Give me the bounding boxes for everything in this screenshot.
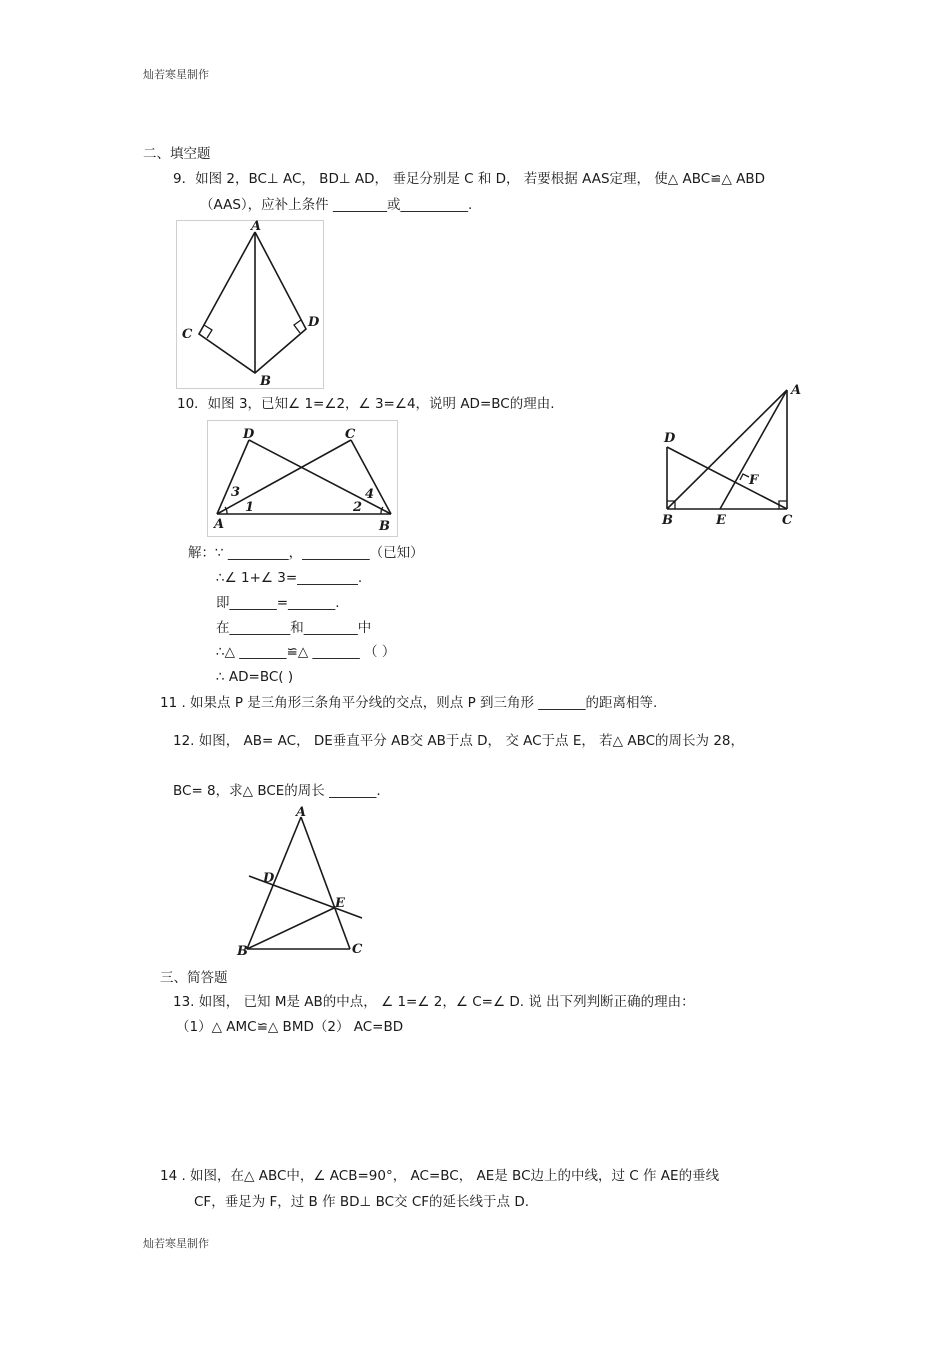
q12-line1: 12. 如图， AB= AC， DE垂直平分 AB交 AB于点 D， 交 AC于点 E， 若△ ABC的周长为 28， xyxy=(173,733,745,749)
q10-solution-line5: ∴△ _______≌△ _______ （ ） xyxy=(216,644,396,660)
fig12-label-c: C xyxy=(352,942,363,957)
fig3-label-b: B xyxy=(379,519,390,534)
section-title-short-answer: 三、简答题 xyxy=(160,970,228,986)
fig12-label-e: E xyxy=(335,896,345,911)
fig2-label-c: C xyxy=(182,327,193,342)
fig2-label-b: B xyxy=(260,374,271,389)
fig3-angle-4: 4 xyxy=(365,487,375,502)
fig2-label-a: A xyxy=(251,220,262,234)
q10-solution-line1: 解：∵ _________，__________（已知） xyxy=(188,545,424,561)
figure-q14 xyxy=(660,380,805,530)
q13-line2: （1）△ AMC≌△ BMD（2） AC=BD xyxy=(176,1019,404,1035)
fig12-label-d: D xyxy=(263,871,275,886)
q10-solution-line2: ∴∠ 1+∠ 3=_________. xyxy=(216,570,363,586)
fig12-label-a: A xyxy=(296,805,307,820)
q14-line2: CF，垂足为 F，过 B 作 BD⊥ BC交 CF的延长线于点 D. xyxy=(194,1194,530,1210)
q10-solution-line4: 在_________和________中 xyxy=(216,620,372,636)
fig3-angle-1: 1 xyxy=(245,500,255,515)
figure-q12 xyxy=(235,805,370,960)
q12-line2: BC= 8，求△ BCE的周长 _______. xyxy=(173,783,381,799)
q11-text: 11 . 如果点 P 是三角形三条角平分线的交点，则点 P 到三角形 _______的距离相等. xyxy=(160,695,658,711)
figure-2 xyxy=(176,220,326,390)
q10-solution-line6: ∴ AD=BC( ) xyxy=(216,669,294,685)
q9-line1: 9．如图 2，BC⊥ AC， BD⊥ AD， 垂足分别是 C 和 D， 若要根据 AAS定理， 使△ ABC≌△ ABD xyxy=(173,171,766,187)
fig3-label-d: D xyxy=(243,427,255,442)
fig3-angle-3: 3 xyxy=(231,485,241,500)
fig14-label-c: C xyxy=(782,513,793,528)
fig12-label-b: B xyxy=(237,944,248,959)
fig14-label-d: D xyxy=(664,431,676,446)
fig3-angle-2: 2 xyxy=(353,500,363,515)
q13-line1: 13. 如图， 已知 M是 AB的中点， ∠ 1=∠ 2，∠ C=∠ D. 说 出下列判断正确的理由： xyxy=(173,994,695,1010)
fig14-label-a: A xyxy=(791,383,802,398)
fig14-label-b: B xyxy=(662,513,673,528)
header-watermark: 灿若寒星制作 xyxy=(143,68,209,81)
q10-solution-line3: 即_______=_______. xyxy=(216,595,340,611)
section-title-fill-in: 二、填空题 xyxy=(143,146,211,162)
footer-watermark: 灿若寒星制作 xyxy=(143,1237,209,1250)
fig3-label-a: A xyxy=(214,517,225,532)
fig3-label-c: C xyxy=(345,427,356,442)
q9-line2: （AAS），应补上条件 ________或__________. xyxy=(200,197,473,213)
fig14-label-f: F xyxy=(749,473,759,488)
fig2-label-d: D xyxy=(308,315,320,330)
q14-line1: 14 . 如图，在△ ABC中，∠ ACB=90°， AC=BC， AE是 BC边上的中线，过 C 作 AE的垂线 xyxy=(160,1168,720,1184)
q10-prompt: 10．如图 3，已知∠ 1=∠2，∠ 3=∠4，说明 AD=BC的理由. xyxy=(177,396,555,412)
figure-3 xyxy=(207,420,399,538)
fig14-label-e: E xyxy=(716,513,726,528)
